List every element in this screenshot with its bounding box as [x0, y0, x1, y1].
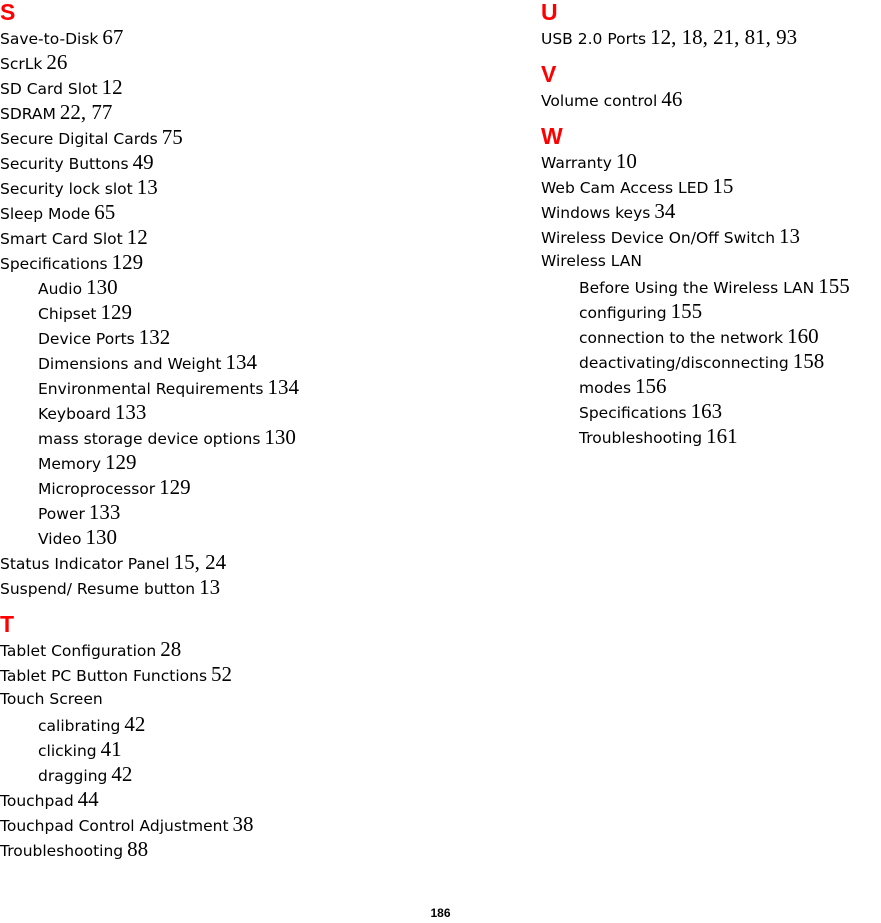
index-term: Tablet Configuration: [0, 642, 157, 660]
index-entry: [541, 149, 881, 174]
index-term: Environmental Requirements: [38, 380, 264, 398]
index-entry: [0, 125, 520, 150]
page-reference: 34: [654, 199, 676, 223]
index-entry: [541, 174, 881, 199]
index-subentry: [541, 274, 881, 299]
index-entry: [0, 550, 520, 575]
index-entry: [541, 224, 881, 249]
page-reference: 134: [225, 350, 257, 374]
page-reference: 44: [77, 787, 99, 811]
index-term: Status Indicator Panel: [0, 555, 170, 573]
page-reference: 12: [101, 75, 123, 99]
page-number: 186: [430, 906, 451, 920]
index-subentry: [541, 399, 881, 424]
page-reference: 129: [100, 300, 132, 324]
page-reference: 52: [211, 662, 233, 686]
index-entry: [0, 175, 520, 200]
index-term: Sleep Mode: [0, 205, 91, 223]
page-reference: 155: [818, 274, 850, 298]
page-reference: 15, 24: [173, 550, 227, 574]
index-subentry: [0, 500, 520, 525]
page-reference: 13: [136, 175, 158, 199]
index-term: Touch Screen: [0, 690, 103, 708]
index-term: Chipset: [38, 305, 97, 323]
index-entry: [0, 575, 520, 600]
page-reference: 161: [706, 424, 738, 448]
index-term: SDRAM: [0, 105, 56, 123]
index-term: Security Buttons: [0, 155, 129, 173]
index-term: Wireless LAN: [541, 252, 642, 270]
index-entry: [0, 687, 520, 712]
page-reference: 10: [615, 149, 637, 173]
page-reference: 41: [100, 737, 122, 761]
page-reference: 129: [111, 250, 144, 274]
index-subentry: [0, 762, 520, 787]
page-reference: 28: [160, 637, 182, 661]
index-term: Audio: [38, 280, 83, 298]
index-term: connection to the network: [579, 329, 784, 347]
index-term: Specifications: [579, 404, 687, 422]
page-reference: 42: [124, 712, 146, 736]
index-subentry: [0, 400, 520, 425]
index-subentry: [541, 299, 881, 324]
index-subentry: [0, 425, 520, 450]
page-reference: 134: [267, 375, 299, 399]
page-reference: 129: [159, 475, 191, 499]
index-term: Dimensions and Weight: [38, 355, 222, 373]
index-entry: [0, 225, 520, 250]
index-term: Touchpad Control Adjustment: [0, 817, 229, 835]
index-term: Warranty: [541, 154, 612, 172]
section-letter-w: W: [541, 123, 563, 149]
page-reference: 22, 77: [59, 100, 113, 124]
index-term: Troubleshooting: [579, 429, 703, 447]
page-reference: 38: [232, 812, 254, 836]
index-subentry: [0, 325, 520, 350]
index-term: Memory: [38, 455, 102, 473]
index-term: Microprocessor: [38, 480, 156, 498]
index-term: mass storage device options: [38, 430, 261, 448]
index-term: Video: [38, 530, 82, 548]
page-reference: 12, 18, 21, 81, 93: [650, 25, 798, 49]
index-term: Smart Card Slot: [0, 230, 123, 248]
index-term: Windows keys: [541, 204, 651, 222]
index-term: modes: [579, 379, 632, 397]
index-term: Security lock slot: [0, 180, 133, 198]
index-subentry: [0, 737, 520, 762]
page-reference: 75: [161, 125, 183, 149]
page-reference: 156: [635, 374, 667, 398]
index-term: Device Ports: [38, 330, 135, 348]
page-reference: 130: [85, 525, 117, 549]
index-subentry: [0, 375, 520, 400]
page-reference: 42: [111, 762, 133, 786]
index-term: Volume control: [541, 92, 658, 110]
index-term: Keyboard: [38, 405, 111, 423]
index-term: Wireless Device On/Off Switch: [541, 229, 776, 247]
index-subentry: [0, 712, 520, 737]
index-entry: [0, 75, 520, 100]
page-reference: 130: [264, 425, 296, 449]
index-term: Specifications: [0, 255, 108, 273]
index-term: SD Card Slot: [0, 80, 98, 98]
index-term: dragging: [38, 767, 108, 785]
page-reference: 132: [138, 325, 171, 349]
index-entry: [541, 249, 881, 274]
section-letter-s: S: [0, 0, 16, 25]
index-subentry: [0, 350, 520, 375]
index-term: clicking: [38, 742, 97, 760]
index-subentry: [541, 324, 881, 349]
page-reference: 130: [86, 275, 118, 299]
index-term: Suspend/ Resume button: [0, 580, 196, 598]
page-reference: 15: [712, 174, 734, 198]
index-entry: [0, 100, 520, 125]
page-reference: 155: [670, 299, 703, 323]
index-subentry: [541, 374, 881, 399]
index-column-right: [541, 0, 881, 449]
index-entry: [541, 25, 881, 50]
index-term: ScrLk: [0, 55, 43, 73]
section-letter-t: T: [0, 611, 15, 637]
page-reference: 133: [88, 500, 121, 524]
index-entry: [0, 50, 520, 75]
index-subentry: [541, 349, 881, 374]
page-reference: 65: [94, 200, 116, 224]
index-entry: [0, 150, 520, 175]
index-entry: [0, 662, 520, 687]
page-reference: 160: [787, 324, 819, 348]
page-reference: 88: [127, 837, 149, 861]
index-entry: [0, 250, 520, 275]
index-term: Before Using the Wireless LAN: [579, 279, 815, 297]
index-term: configuring: [579, 304, 667, 322]
index-subentry: [0, 300, 520, 325]
index-term: USB 2.0 Ports: [541, 30, 647, 48]
index-entry: [0, 25, 520, 50]
index-subentry: [541, 424, 881, 449]
page-reference: 163: [690, 399, 723, 423]
index-term: Secure Digital Cards: [0, 130, 158, 148]
page-reference: 12: [126, 225, 148, 249]
index-subentry: [0, 450, 520, 475]
index-subentry: [0, 275, 520, 300]
index-entry: [0, 787, 520, 812]
page-reference: 26: [46, 50, 68, 74]
index-entry: [0, 837, 520, 862]
page-reference: 129: [105, 450, 137, 474]
section-letter-u: U: [541, 0, 558, 25]
index-term: Touchpad: [0, 792, 74, 810]
index-subentry: [0, 525, 520, 550]
index-entry: [0, 637, 520, 662]
page-reference: 13: [199, 575, 221, 599]
index-entry: [541, 199, 881, 224]
index-entry: [0, 812, 520, 837]
index-term: Troubleshooting: [0, 842, 124, 860]
index-term: Web Cam Access LED: [541, 179, 709, 197]
index-term: Power: [38, 505, 85, 523]
index-term: Save-to-Disk: [0, 30, 99, 48]
index-term: calibrating: [38, 717, 121, 735]
index-term: Tablet PC Button Functions: [0, 667, 208, 685]
page-reference: 13: [779, 224, 801, 248]
index-term: deactivating/disconnecting: [579, 354, 789, 372]
page-reference: 46: [661, 87, 683, 111]
section-letter-v: V: [541, 61, 557, 87]
index-entry: [0, 200, 520, 225]
page-reference: 49: [132, 150, 154, 174]
page-reference: 158: [792, 349, 825, 373]
index-subentry: [0, 475, 520, 500]
page-reference: 67: [102, 25, 124, 49]
page-reference: 133: [114, 400, 147, 424]
index-entry: [541, 87, 881, 112]
